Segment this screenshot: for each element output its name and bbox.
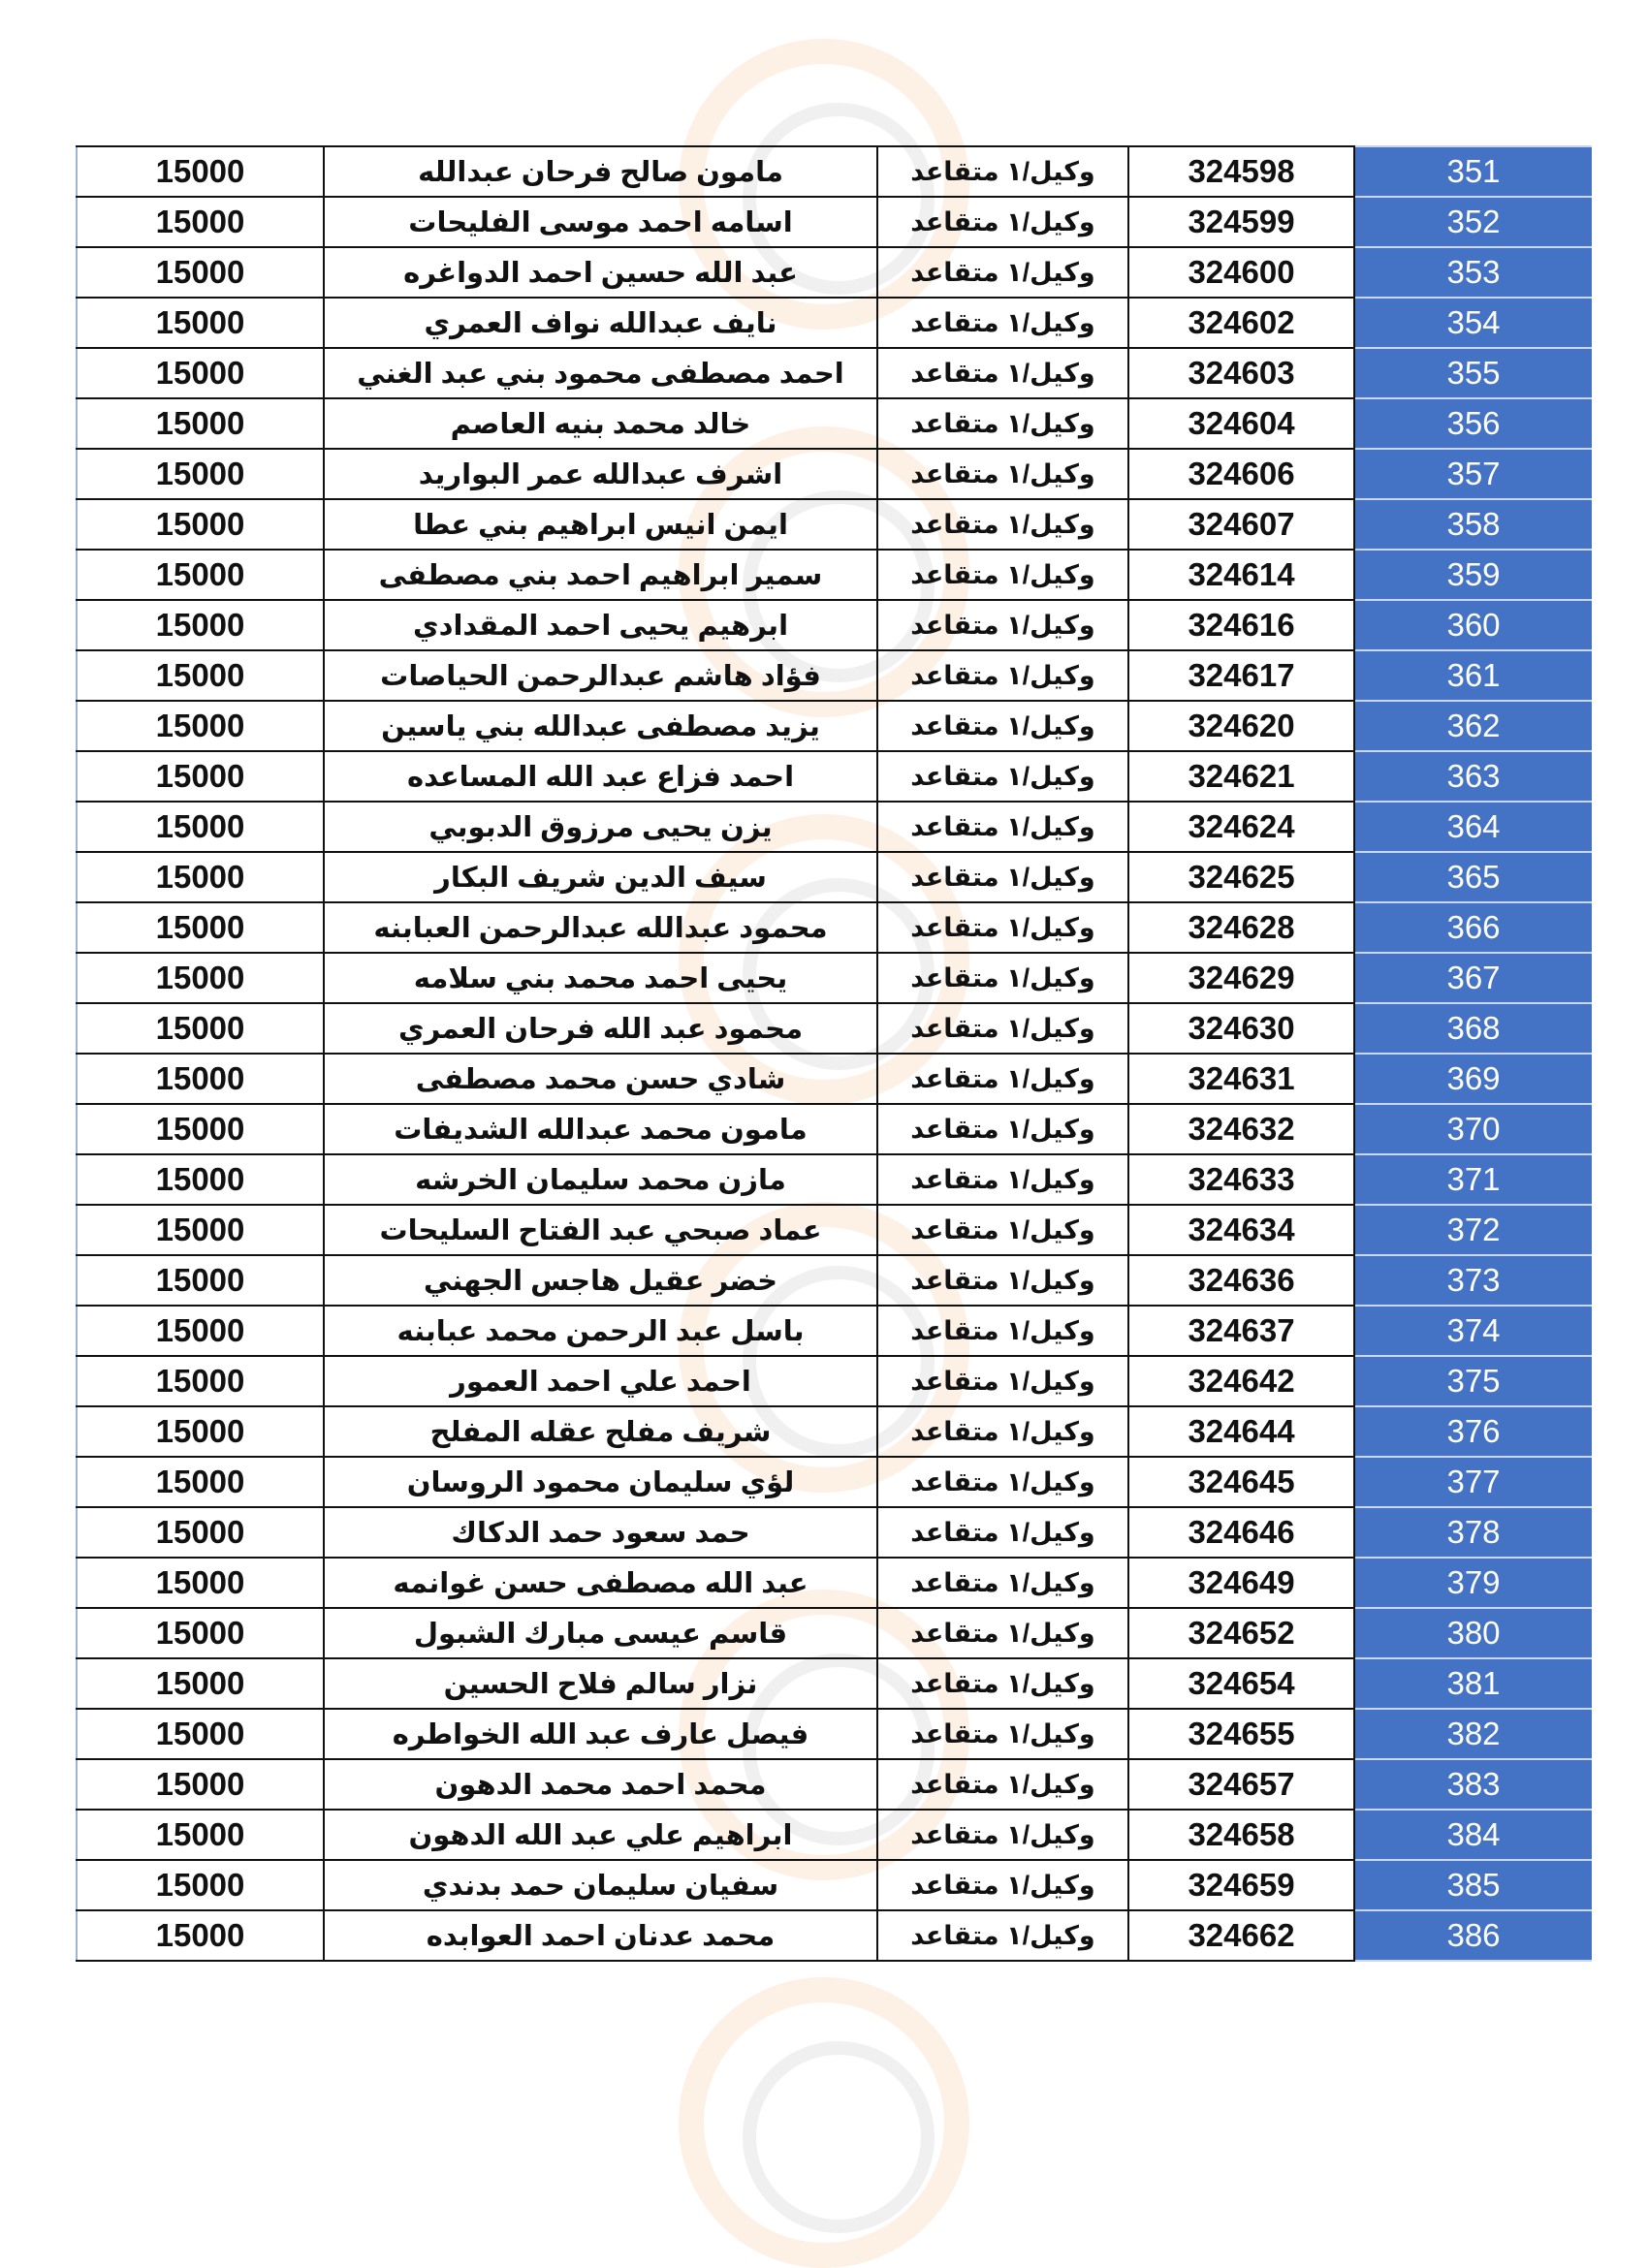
- table-row: [77, 348, 1592, 398]
- index-cell: 378: [1354, 1507, 1592, 1558]
- name-cell: سمير ابراهيم احمد بني مصطفى: [324, 550, 877, 600]
- amount-cell: 15000: [77, 1910, 324, 1961]
- table-row: [77, 1658, 1592, 1709]
- number-cell: 324652: [1128, 1608, 1354, 1658]
- amount-cell: 15000: [77, 902, 324, 953]
- table-row: [77, 1406, 1592, 1457]
- index-cell: 383: [1354, 1759, 1592, 1810]
- name-cell: يزن يحيى مرزوق الدبوبي: [324, 802, 877, 852]
- table-row: [77, 146, 1592, 197]
- table-row: [77, 802, 1592, 852]
- index-cell: 369: [1354, 1054, 1592, 1104]
- amount-cell: 15000: [77, 1658, 324, 1709]
- index-cell: 362: [1354, 701, 1592, 751]
- number-cell: 324642: [1128, 1356, 1354, 1406]
- name-cell: شريف مفلح عقله المفلح: [324, 1406, 877, 1457]
- table-row: [77, 1306, 1592, 1356]
- table-row: [77, 1356, 1592, 1406]
- index-cell: 364: [1354, 802, 1592, 852]
- amount-cell: 15000: [77, 1205, 324, 1255]
- name-cell: احمد علي احمد العمور: [324, 1356, 877, 1406]
- table-row: [77, 1255, 1592, 1306]
- rank-cell: وكيل/١ متقاعد: [877, 348, 1128, 398]
- watermark-logo: [679, 1977, 969, 2268]
- personnel-table: [76, 145, 1592, 1962]
- name-cell: عبد الله حسين احمد الدواغره: [324, 247, 877, 298]
- name-cell: محمد عدنان احمد العوابده: [324, 1910, 877, 1961]
- rank-cell: وكيل/١ متقاعد: [877, 751, 1128, 802]
- table-row: [77, 247, 1592, 298]
- amount-cell: 15000: [77, 1507, 324, 1558]
- table-row: [77, 1709, 1592, 1759]
- table-row: [77, 1810, 1592, 1860]
- index-cell: 380: [1354, 1608, 1592, 1658]
- rank-cell: وكيل/١ متقاعد: [877, 146, 1128, 197]
- table-row: [77, 1054, 1592, 1104]
- name-cell: يحيى احمد محمد بني سلامه: [324, 953, 877, 1003]
- amount-cell: 15000: [77, 1054, 324, 1104]
- table-row: [77, 953, 1592, 1003]
- rank-cell: وكيل/١ متقاعد: [877, 1356, 1128, 1406]
- amount-cell: 15000: [77, 600, 324, 650]
- table-row: [77, 197, 1592, 247]
- index-cell: 377: [1354, 1457, 1592, 1507]
- number-cell: 324662: [1128, 1910, 1354, 1961]
- rank-cell: وكيل/١ متقاعد: [877, 1457, 1128, 1507]
- name-cell: ابراهيم علي عبد الله الدهون: [324, 1810, 877, 1860]
- amount-cell: 15000: [77, 348, 324, 398]
- rank-cell: وكيل/١ متقاعد: [877, 1658, 1128, 1709]
- rank-cell: وكيل/١ متقاعد: [877, 600, 1128, 650]
- name-cell: محمود عبدالله عبدالرحمن العبابنه: [324, 902, 877, 953]
- amount-cell: 15000: [77, 1356, 324, 1406]
- number-cell: 324606: [1128, 449, 1354, 499]
- rank-cell: وكيل/١ متقاعد: [877, 1709, 1128, 1759]
- name-cell: احمد مصطفى محمود بني عبد الغني: [324, 348, 877, 398]
- index-cell: 379: [1354, 1558, 1592, 1608]
- name-cell: اشرف عبدالله عمر البواريد: [324, 449, 877, 499]
- amount-cell: 15000: [77, 499, 324, 550]
- rank-cell: وكيل/١ متقاعد: [877, 398, 1128, 449]
- amount-cell: 15000: [77, 1759, 324, 1810]
- amount-cell: 15000: [77, 146, 324, 197]
- rank-cell: وكيل/١ متقاعد: [877, 499, 1128, 550]
- amount-cell: 15000: [77, 852, 324, 902]
- name-cell: محمود عبد الله فرحان العمري: [324, 1003, 877, 1054]
- index-cell: 361: [1354, 650, 1592, 701]
- amount-cell: 15000: [77, 1558, 324, 1608]
- name-cell: فؤاد هاشم عبدالرحمن الحياصات: [324, 650, 877, 701]
- rank-cell: وكيل/١ متقاعد: [877, 1054, 1128, 1104]
- rank-cell: وكيل/١ متقاعد: [877, 1860, 1128, 1910]
- amount-cell: 15000: [77, 1709, 324, 1759]
- table-row: [77, 1759, 1592, 1810]
- index-cell: 384: [1354, 1810, 1592, 1860]
- rank-cell: وكيل/١ متقاعد: [877, 1255, 1128, 1306]
- number-cell: 324634: [1128, 1205, 1354, 1255]
- name-cell: مامون صالح فرحان عبدالله: [324, 146, 877, 197]
- rank-cell: وكيل/١ متقاعد: [877, 852, 1128, 902]
- number-cell: 324636: [1128, 1255, 1354, 1306]
- number-cell: 324659: [1128, 1860, 1354, 1910]
- number-cell: 324604: [1128, 398, 1354, 449]
- index-cell: 381: [1354, 1658, 1592, 1709]
- amount-cell: 15000: [77, 197, 324, 247]
- index-cell: 385: [1354, 1860, 1592, 1910]
- number-cell: 324628: [1128, 902, 1354, 953]
- number-cell: 324632: [1128, 1104, 1354, 1154]
- table-row: [77, 1003, 1592, 1054]
- amount-cell: 15000: [77, 298, 324, 348]
- amount-cell: 15000: [77, 650, 324, 701]
- table-row: [77, 751, 1592, 802]
- rank-cell: وكيل/١ متقاعد: [877, 650, 1128, 701]
- name-cell: محمد احمد محمد الدهون: [324, 1759, 877, 1810]
- table-row: [77, 650, 1592, 701]
- amount-cell: 15000: [77, 701, 324, 751]
- rank-cell: وكيل/١ متقاعد: [877, 1205, 1128, 1255]
- name-cell: ايمن انيس ابراهيم بني عطا: [324, 499, 877, 550]
- index-cell: 360: [1354, 600, 1592, 650]
- rank-cell: وكيل/١ متقاعد: [877, 1608, 1128, 1658]
- number-cell: 324629: [1128, 953, 1354, 1003]
- rank-cell: وكيل/١ متقاعد: [877, 1558, 1128, 1608]
- index-cell: 368: [1354, 1003, 1592, 1054]
- rank-cell: وكيل/١ متقاعد: [877, 1306, 1128, 1356]
- name-cell: يزيد مصطفى عبدالله بني ياسين: [324, 701, 877, 751]
- rank-cell: وكيل/١ متقاعد: [877, 1003, 1128, 1054]
- amount-cell: 15000: [77, 802, 324, 852]
- amount-cell: 15000: [77, 1154, 324, 1205]
- number-cell: 324616: [1128, 600, 1354, 650]
- rank-cell: وكيل/١ متقاعد: [877, 902, 1128, 953]
- number-cell: 324602: [1128, 298, 1354, 348]
- amount-cell: 15000: [77, 751, 324, 802]
- table-row: [77, 701, 1592, 751]
- rank-cell: وكيل/١ متقاعد: [877, 550, 1128, 600]
- amount-cell: 15000: [77, 1608, 324, 1658]
- index-cell: 371: [1354, 1154, 1592, 1205]
- name-cell: سيف الدين شريف البكار: [324, 852, 877, 902]
- name-cell: شادي حسن محمد مصطفى: [324, 1054, 877, 1104]
- name-cell: خالد محمد بنيه العاصم: [324, 398, 877, 449]
- rank-cell: وكيل/١ متقاعد: [877, 1406, 1128, 1457]
- name-cell: احمد فزاع عبد الله المساعده: [324, 751, 877, 802]
- name-cell: مازن محمد سليمان الخرشه: [324, 1154, 877, 1205]
- table-row: [77, 499, 1592, 550]
- rank-cell: وكيل/١ متقاعد: [877, 449, 1128, 499]
- index-cell: 376: [1354, 1406, 1592, 1457]
- amount-cell: 15000: [77, 398, 324, 449]
- table-row: [77, 1608, 1592, 1658]
- amount-cell: 15000: [77, 247, 324, 298]
- rank-cell: وكيل/١ متقاعد: [877, 1154, 1128, 1205]
- number-cell: 324625: [1128, 852, 1354, 902]
- table-row: [77, 1104, 1592, 1154]
- amount-cell: 15000: [77, 953, 324, 1003]
- rank-cell: وكيل/١ متقاعد: [877, 953, 1128, 1003]
- name-cell: باسل عبد الرحمن محمد عبابنه: [324, 1306, 877, 1356]
- table-row: [77, 1457, 1592, 1507]
- index-cell: 366: [1354, 902, 1592, 953]
- table-row: [77, 600, 1592, 650]
- number-cell: 324644: [1128, 1406, 1354, 1457]
- rank-cell: وكيل/١ متقاعد: [877, 197, 1128, 247]
- rank-cell: وكيل/١ متقاعد: [877, 1910, 1128, 1961]
- amount-cell: 15000: [77, 1255, 324, 1306]
- index-cell: 351: [1354, 146, 1592, 197]
- table-row: [77, 550, 1592, 600]
- index-cell: 375: [1354, 1356, 1592, 1406]
- number-cell: 324654: [1128, 1658, 1354, 1709]
- index-cell: 372: [1354, 1205, 1592, 1255]
- name-cell: عماد صبحي عبد الفتاح السليحات: [324, 1205, 877, 1255]
- amount-cell: 15000: [77, 449, 324, 499]
- number-cell: 324630: [1128, 1003, 1354, 1054]
- number-cell: 324655: [1128, 1709, 1354, 1759]
- number-cell: 324617: [1128, 650, 1354, 701]
- name-cell: نايف عبدالله نواف العمري: [324, 298, 877, 348]
- table-row: [77, 1205, 1592, 1255]
- number-cell: 324598: [1128, 146, 1354, 197]
- index-cell: 352: [1354, 197, 1592, 247]
- table-row: [77, 1558, 1592, 1608]
- number-cell: 324646: [1128, 1507, 1354, 1558]
- name-cell: سفيان سليمان حمد بدندي: [324, 1860, 877, 1910]
- number-cell: 324621: [1128, 751, 1354, 802]
- name-cell: عبد الله مصطفى حسن غوانمه: [324, 1558, 877, 1608]
- index-cell: 386: [1354, 1910, 1592, 1961]
- number-cell: 324603: [1128, 348, 1354, 398]
- amount-cell: 15000: [77, 1860, 324, 1910]
- name-cell: لؤي سليمان محمود الروسان: [324, 1457, 877, 1507]
- number-cell: 324631: [1128, 1054, 1354, 1104]
- rank-cell: وكيل/١ متقاعد: [877, 802, 1128, 852]
- number-cell: 324645: [1128, 1457, 1354, 1507]
- amount-cell: 15000: [77, 1810, 324, 1860]
- number-cell: 324607: [1128, 499, 1354, 550]
- name-cell: قاسم عيسى مبارك الشبول: [324, 1608, 877, 1658]
- index-cell: 359: [1354, 550, 1592, 600]
- index-cell: 373: [1354, 1255, 1592, 1306]
- number-cell: 324657: [1128, 1759, 1354, 1810]
- name-cell: اسامه احمد موسى الفليحات: [324, 197, 877, 247]
- number-cell: 324633: [1128, 1154, 1354, 1205]
- index-cell: 374: [1354, 1306, 1592, 1356]
- number-cell: 324624: [1128, 802, 1354, 852]
- index-cell: 357: [1354, 449, 1592, 499]
- index-cell: 358: [1354, 499, 1592, 550]
- index-cell: 353: [1354, 247, 1592, 298]
- rank-cell: وكيل/١ متقاعد: [877, 1104, 1128, 1154]
- number-cell: 324658: [1128, 1810, 1354, 1860]
- table-row: [77, 398, 1592, 449]
- amount-cell: 15000: [77, 1306, 324, 1356]
- index-cell: 365: [1354, 852, 1592, 902]
- rank-cell: وكيل/١ متقاعد: [877, 701, 1128, 751]
- table-row: [77, 1910, 1592, 1961]
- table-row: [77, 1860, 1592, 1910]
- number-cell: 324637: [1128, 1306, 1354, 1356]
- index-cell: 370: [1354, 1104, 1592, 1154]
- name-cell: فيصل عارف عبد الله الخواطره: [324, 1709, 877, 1759]
- amount-cell: 15000: [77, 1104, 324, 1154]
- rank-cell: وكيل/١ متقاعد: [877, 298, 1128, 348]
- name-cell: نزار سالم فلاح الحسين: [324, 1658, 877, 1709]
- rank-cell: وكيل/١ متقاعد: [877, 1507, 1128, 1558]
- rank-cell: وكيل/١ متقاعد: [877, 247, 1128, 298]
- index-cell: 355: [1354, 348, 1592, 398]
- index-cell: 367: [1354, 953, 1592, 1003]
- rank-cell: وكيل/١ متقاعد: [877, 1810, 1128, 1860]
- name-cell: حمد سعود حمد الدكاك: [324, 1507, 877, 1558]
- name-cell: ابرهيم يحيى احمد المقدادي: [324, 600, 877, 650]
- table-row: [77, 1507, 1592, 1558]
- name-cell: مامون محمد عبدالله الشديفات: [324, 1104, 877, 1154]
- number-cell: 324599: [1128, 197, 1354, 247]
- index-cell: 382: [1354, 1709, 1592, 1759]
- number-cell: 324614: [1128, 550, 1354, 600]
- index-cell: 363: [1354, 751, 1592, 802]
- table-row: [77, 449, 1592, 499]
- table-row: [77, 902, 1592, 953]
- amount-cell: 15000: [77, 1003, 324, 1054]
- index-cell: 354: [1354, 298, 1592, 348]
- table-row: [77, 1154, 1592, 1205]
- table-row: [77, 852, 1592, 902]
- table-row: [77, 298, 1592, 348]
- amount-cell: 15000: [77, 1406, 324, 1457]
- index-cell: 356: [1354, 398, 1592, 449]
- amount-cell: 15000: [77, 550, 324, 600]
- name-cell: خضر عقيل هاجس الجهني: [324, 1255, 877, 1306]
- amount-cell: 15000: [77, 1457, 324, 1507]
- number-cell: 324620: [1128, 701, 1354, 751]
- number-cell: 324649: [1128, 1558, 1354, 1608]
- rank-cell: وكيل/١ متقاعد: [877, 1759, 1128, 1810]
- number-cell: 324600: [1128, 247, 1354, 298]
